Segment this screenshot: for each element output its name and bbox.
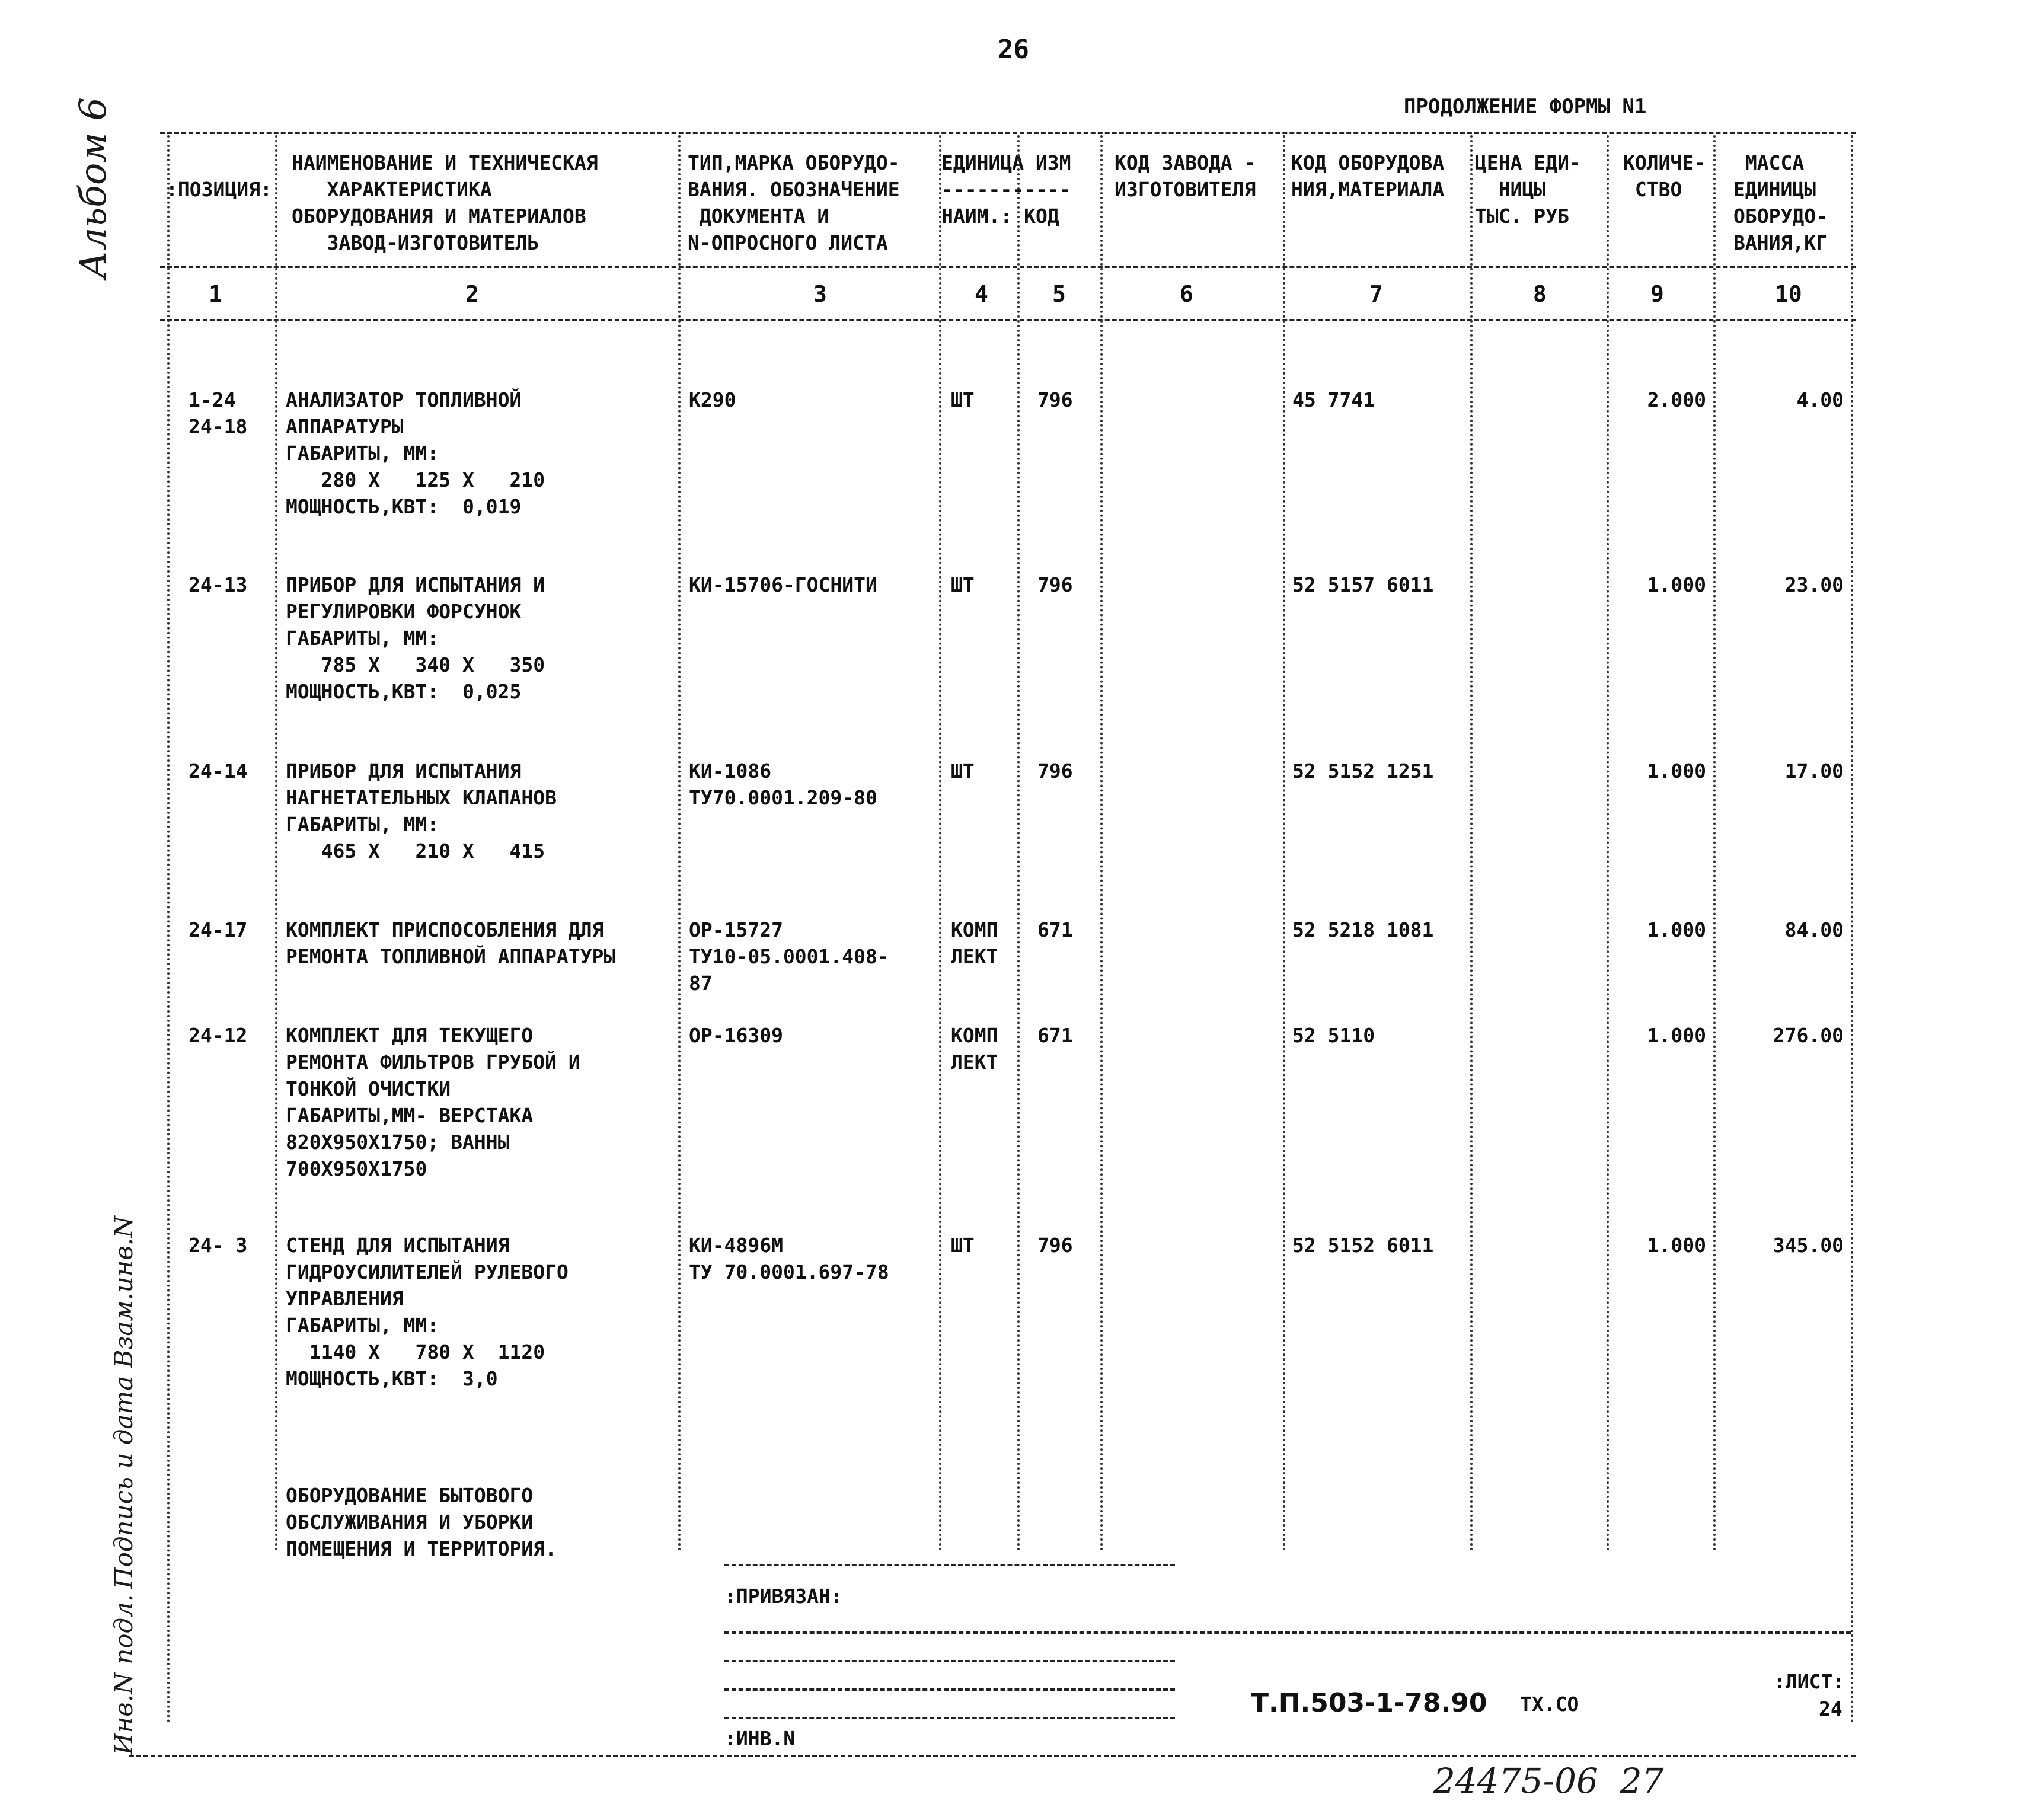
stamp-rule [724,1717,1175,1719]
row-quantity: 2.000 [1647,388,1706,411]
header-col1: :ПОЗИЦИЯ: [166,178,272,201]
row-position: 24- 3 [189,1234,248,1257]
row-quantity: 1.000 [1647,759,1706,783]
column-number: 5 [1052,281,1066,307]
stamp-top-rule [724,1564,1175,1566]
stamp-suffix: ТХ.СО [1520,1693,1579,1716]
row-position: 24-13 [189,573,248,596]
row-type: ОР-16309 [689,1024,783,1047]
row-quantity: 1.000 [1647,918,1706,941]
row-mass: 23.00 [1784,573,1844,596]
row-mass: 4.00 [1796,388,1844,411]
row-unit: ШТ [951,573,975,596]
row-name: СТЕНД ДЛЯ ИСПЫТАНИЯ ГИДРОУСИЛИТЕЛЕЙ РУЛЕВОГО УПРАВЛЕНИЯ ГАБАРИТЫ, ММ: 1140 Х 780 Х 1120 МОЩНОСТЬ,КВТ: 3,0 [286,1234,569,1390]
table-bottom-rule [129,1755,1856,1757]
row-name: ПРИБОР ДЛЯ ИСПЫТАНИЯ НАГНЕТАТЕЛЬНЫХ КЛАПАНОВ ГАБАРИТЫ, ММ: 465 Х 210 Х 415 [286,759,557,863]
column-separator [1607,135,1609,1552]
row-equip-code: 52 5152 1251 [1292,759,1434,783]
row-unit: КОМП ЛЕКТ [951,918,998,968]
row-name: АНАЛИЗАТОР ТОПЛИВНОЙ АППАРАТУРЫ ГАБАРИТЫ, ММ: 280 Х 125 Х 210 МОЩНОСТЬ,КВТ: 0,019 [286,388,545,518]
row-quantity: 1.000 [1647,573,1706,596]
column-number: 4 [975,281,988,307]
row-mass: 84.00 [1784,918,1844,941]
row-type: КИ-15706-ГОСНИТИ [689,573,877,596]
row-mass: 17.00 [1784,759,1844,783]
row-name: ПРИБОР ДЛЯ ИСПЫТАНИЯ И РЕГУЛИРОВКИ ФОРСУНОК ГАБАРИТЫ, ММ: 785 Х 340 Х 350 МОЩНОСТЬ,КВТ: 0,025 [286,573,545,703]
column-number: 9 [1650,281,1664,307]
column-separator [1851,135,1853,1724]
column-separator [1283,135,1285,1552]
row-unit-code: 796 [1037,573,1073,596]
stamp-rule [724,1660,1175,1662]
column-separator [1017,135,1020,1552]
row-equip-code: 52 5218 1081 [1292,918,1434,941]
row-unit-code: 796 [1037,759,1073,783]
column-separator [678,135,681,1552]
row-quantity: 1.000 [1647,1234,1706,1257]
row-position: 24-12 [189,1024,248,1047]
column-separator [1100,135,1103,1552]
header-col7: КОД ОБОРУДОВА НИЯ,МАТЕРИАЛА [1291,151,1445,201]
bottom-handwritten-number: 24475-06 27 [1433,1761,1664,1801]
column-number: 6 [1180,281,1193,307]
table-top-rule [160,132,1856,134]
continuation-title: ПРОДОЛЖЕНИЕ ФОРМЫ N1 [1404,95,1647,119]
column-separator [1713,135,1716,1552]
column-number: 7 [1369,281,1383,307]
column-number: 8 [1533,281,1547,307]
row-type: ОР-15727 ТУ10-05.0001.408- 87 [689,918,889,995]
row-unit: ШТ [951,388,975,411]
stamp-sheet-label: :ЛИСТ: [1774,1670,1845,1693]
row-name: КОМПЛЕКТ ПРИСПОСОБЛЕНИЯ ДЛЯ РЕМОНТА ТОПЛИВНОЙ АППАРАТУРЫ [286,918,616,968]
row-mass: 276.00 [1773,1024,1844,1047]
column-number-rule [160,319,1856,321]
row-position: 24-14 [189,759,248,783]
row-name: КОМПЛЕКТ ДЛЯ ТЕКУЩЕГО РЕМОНТА ФИЛЬТРОВ ГРУБОЙ И ТОНКОЙ ОЧИСТКИ ГАБАРИТЫ,ММ- ВЕРСТАКА 820Х950Х1750; ВАННЫ 700Х950Х1750 [286,1024,580,1180]
header-col45: ЕДИНИЦА ИЗМ ----------- НАИМ.: КОД [941,151,1071,228]
row-equip-code: 52 5110 [1292,1024,1375,1047]
row-type: К290 [689,388,736,411]
row-equip-code: 52 5152 6011 [1292,1234,1434,1257]
stamp-side-note-2: Инв.N подл. [109,1594,138,1755]
header-bottom-rule [160,266,1856,268]
header-col9: КОЛИЧЕ- СТВО [1623,151,1706,201]
row-type: КИ-4896М ТУ 70.0001.697-78 [689,1234,889,1283]
header-col8: ЦЕНА ЕДИ- НИЦЫ ТЫС. РУБ [1475,151,1581,228]
header-col2: НАИМЕНОВАНИЕ И ТЕХНИЧЕСКАЯ ХАРАКТЕРИСТИКА ОБОРУДОВАНИЯ И МАТЕРИАЛОВ ЗАВОД-ИЗГОТОВИТЕЛЬ [292,151,598,254]
header-col10: МАССА ЕДИНИЦЫ ОБОРУДО- ВАНИЯ,КГ [1733,151,1828,254]
column-separator [1470,135,1473,1552]
stamp-attached: :ПРИВЯЗАН: [724,1585,842,1608]
row-type: КИ-1086 ТУ70.0001.209-80 [689,759,877,809]
section-heading: ОБОРУДОВАНИЕ БЫТОВОГО ОБСЛУЖИВАНИЯ И УБОРКИ ПОМЕЩЕНИЯ И ТЕРРИТОРИЯ. [286,1484,557,1560]
row-unit: ШТ [951,759,975,783]
row-unit-code: 796 [1037,1234,1073,1257]
column-separator [939,135,941,1552]
column-separator [167,135,170,1724]
stamp-designation: Т.П.503-1-78.90 [1251,1688,1487,1718]
row-unit: ШТ [951,1234,975,1257]
stamp-side-note: Подпись и дата Взам.инв.N [109,1216,138,1589]
row-unit-code: 796 [1037,388,1073,411]
row-unit-code: 671 [1037,1024,1073,1047]
header-col6: КОД ЗАВОДА - ИЗГОТОВИТЕЛЯ [1115,151,1256,201]
row-unit-code: 671 [1037,918,1073,941]
stamp-rule [724,1631,1851,1634]
column-number: 2 [465,281,479,307]
column-number: 1 [209,281,222,307]
row-position: 24-17 [189,918,248,941]
stamp-inv: :ИНВ.N [724,1727,796,1750]
stamp-sheet-number: 24 [1819,1697,1842,1720]
row-equip-code: 45 7741 [1292,388,1375,411]
row-equip-code: 52 5157 6011 [1292,573,1434,596]
row-position: 1-24 24-18 [189,388,248,438]
page-number: 26 [998,34,1029,65]
column-separator [275,135,277,1552]
column-number: 3 [813,281,827,307]
stamp-rule [724,1688,1175,1691]
row-mass: 345.00 [1773,1234,1844,1257]
header-col3: ТИП,МАРКА ОБОРУДО- ВАНИЯ. ОБОЗНАЧЕНИЕ ДОКУМЕНТА И N-ОПРОСНОГО ЛИСТА [688,151,900,254]
album-note: Альбом 6 [71,97,114,279]
row-unit: КОМП ЛЕКТ [951,1024,998,1074]
row-quantity: 1.000 [1647,1024,1706,1047]
column-number: 10 [1775,281,1802,307]
